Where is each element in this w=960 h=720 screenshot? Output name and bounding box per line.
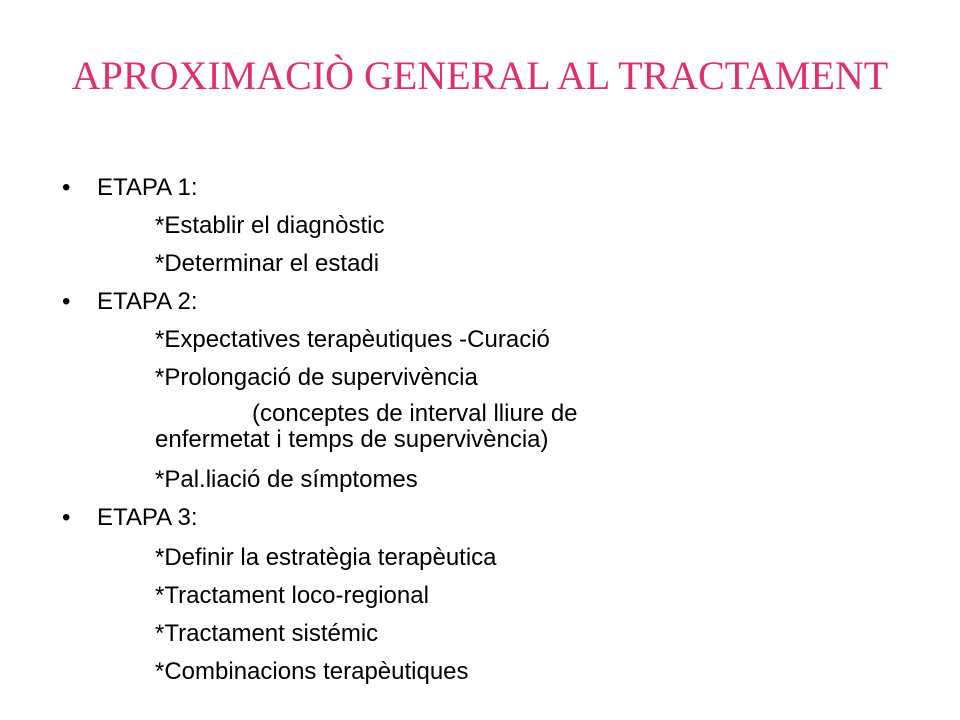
stage-2-item-2: *Prolongació de supervivència (155, 364, 478, 391)
stage-3-item-1: *Definir la estratègia terapèutica (155, 544, 497, 571)
bullet-icon: • (62, 174, 71, 201)
bullet-icon: • (62, 504, 71, 531)
stage-2-heading: ETAPA 2: (97, 288, 198, 315)
slide-title: APROXIMACIÒ GENERAL AL TRACTAMENT (71, 53, 889, 98)
stage-2-item-4: *Pal.liació de símptomes (155, 466, 418, 493)
stage-3-item-4: *Combinacions terapèutiques (155, 658, 469, 685)
stage-1-item-2: *Determinar el estadi (155, 250, 380, 277)
stage-2-item-3-continued: enfermetat i temps de supervivència) (155, 426, 549, 453)
stage-3-item-2: *Tractament loco-regional (155, 582, 429, 609)
bullet-icon: • (62, 288, 71, 315)
stage-3-heading: ETAPA 3: (97, 504, 198, 531)
stage-2-item-3: (conceptes de interval lliure de (252, 400, 578, 427)
stage-3-item-3: *Tractament sistémic (155, 620, 379, 647)
stage-1-item-1: *Establir el diagnòstic (155, 212, 385, 239)
stage-1-heading: ETAPA 1: (97, 174, 198, 201)
stage-2-item-1: *Expectatives terapèutiques -Curació (155, 326, 550, 353)
